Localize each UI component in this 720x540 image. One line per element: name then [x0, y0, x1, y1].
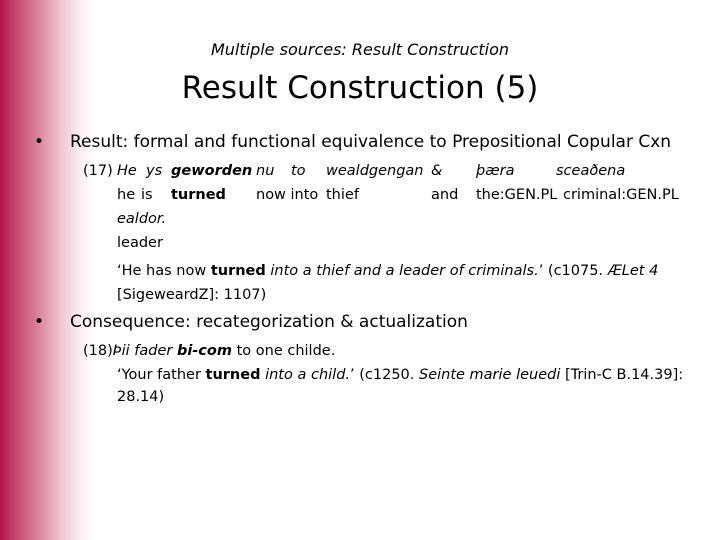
bullet-dot-icon: •: [34, 132, 45, 152]
ex17-line3: ealdor.: [117, 211, 167, 227]
ex17-gloss: and: [431, 187, 459, 203]
translation-text: ’ (c1075.: [538, 263, 608, 279]
ex17-gloss: turned: [171, 187, 226, 203]
ex17-gloss: criminal:GEN.PL: [563, 187, 679, 203]
ex18-words: Þii fader: [112, 343, 177, 359]
slide-subtitle: Multiple sources: Result Construction: [210, 40, 510, 59]
ex17-line2: [83, 186, 693, 206]
ex17-word: nu: [256, 163, 275, 179]
bullet-text: Result: formal and functional equivalence to Prepositional Copular Cxn: [70, 132, 672, 152]
translation-text: ’ (c1250.: [350, 367, 419, 383]
ex17-translation: [117, 262, 658, 280]
translation-italic: into a child.: [260, 367, 351, 383]
bullet-text: Consequence: recategorization & actualization: [70, 312, 468, 332]
ex17-word: ys: [146, 163, 163, 179]
translation-bold: turned: [210, 263, 266, 279]
slide-title: Result Construction (5): [181, 70, 539, 106]
ex17-gloss: he: [117, 187, 136, 203]
ex18-line1: [83, 342, 335, 360]
translation-text: [Trin-C B.14.39]:: [560, 367, 684, 383]
bullet-dot-icon: •: [34, 312, 45, 332]
ex17-gloss: thief: [326, 187, 359, 203]
ex17-line1: [83, 162, 693, 182]
ex17-gloss: the:GEN.PL: [476, 187, 558, 203]
translation-bold: turned: [205, 367, 261, 383]
ex17-gloss: is: [141, 187, 153, 203]
ex17-word: wealdgengan: [326, 163, 424, 179]
ex17-gloss: now into: [256, 187, 319, 203]
ex18-verb: bi-com: [176, 343, 232, 359]
ex17-line4: leader: [117, 235, 163, 251]
ex17-word: geworden: [171, 163, 253, 179]
ex18-translation: [117, 366, 683, 384]
ex17-word: sceaðena: [556, 163, 626, 179]
ex17-number: (17): [83, 163, 113, 179]
translation-source: Seinte marie leuedi: [418, 367, 561, 383]
ex18-number: (18): [83, 343, 113, 359]
translation-source: ÆLet 4: [607, 263, 659, 279]
translation-text: ‘Your father: [117, 367, 206, 383]
ex18-reference: 28.14): [117, 389, 165, 405]
ex18-words: to one childe.: [231, 343, 336, 359]
translation-italic: into a thief and a leader of criminals.: [265, 263, 539, 279]
ex17-reference: [SigeweardZ]: 1107): [117, 287, 267, 303]
ex17-word: He: [117, 163, 137, 179]
translation-text: ‘He has now: [117, 263, 211, 279]
ex17-word: þæra: [476, 163, 515, 179]
ex17-word: &: [431, 163, 443, 179]
ex17-word: to: [291, 163, 306, 179]
